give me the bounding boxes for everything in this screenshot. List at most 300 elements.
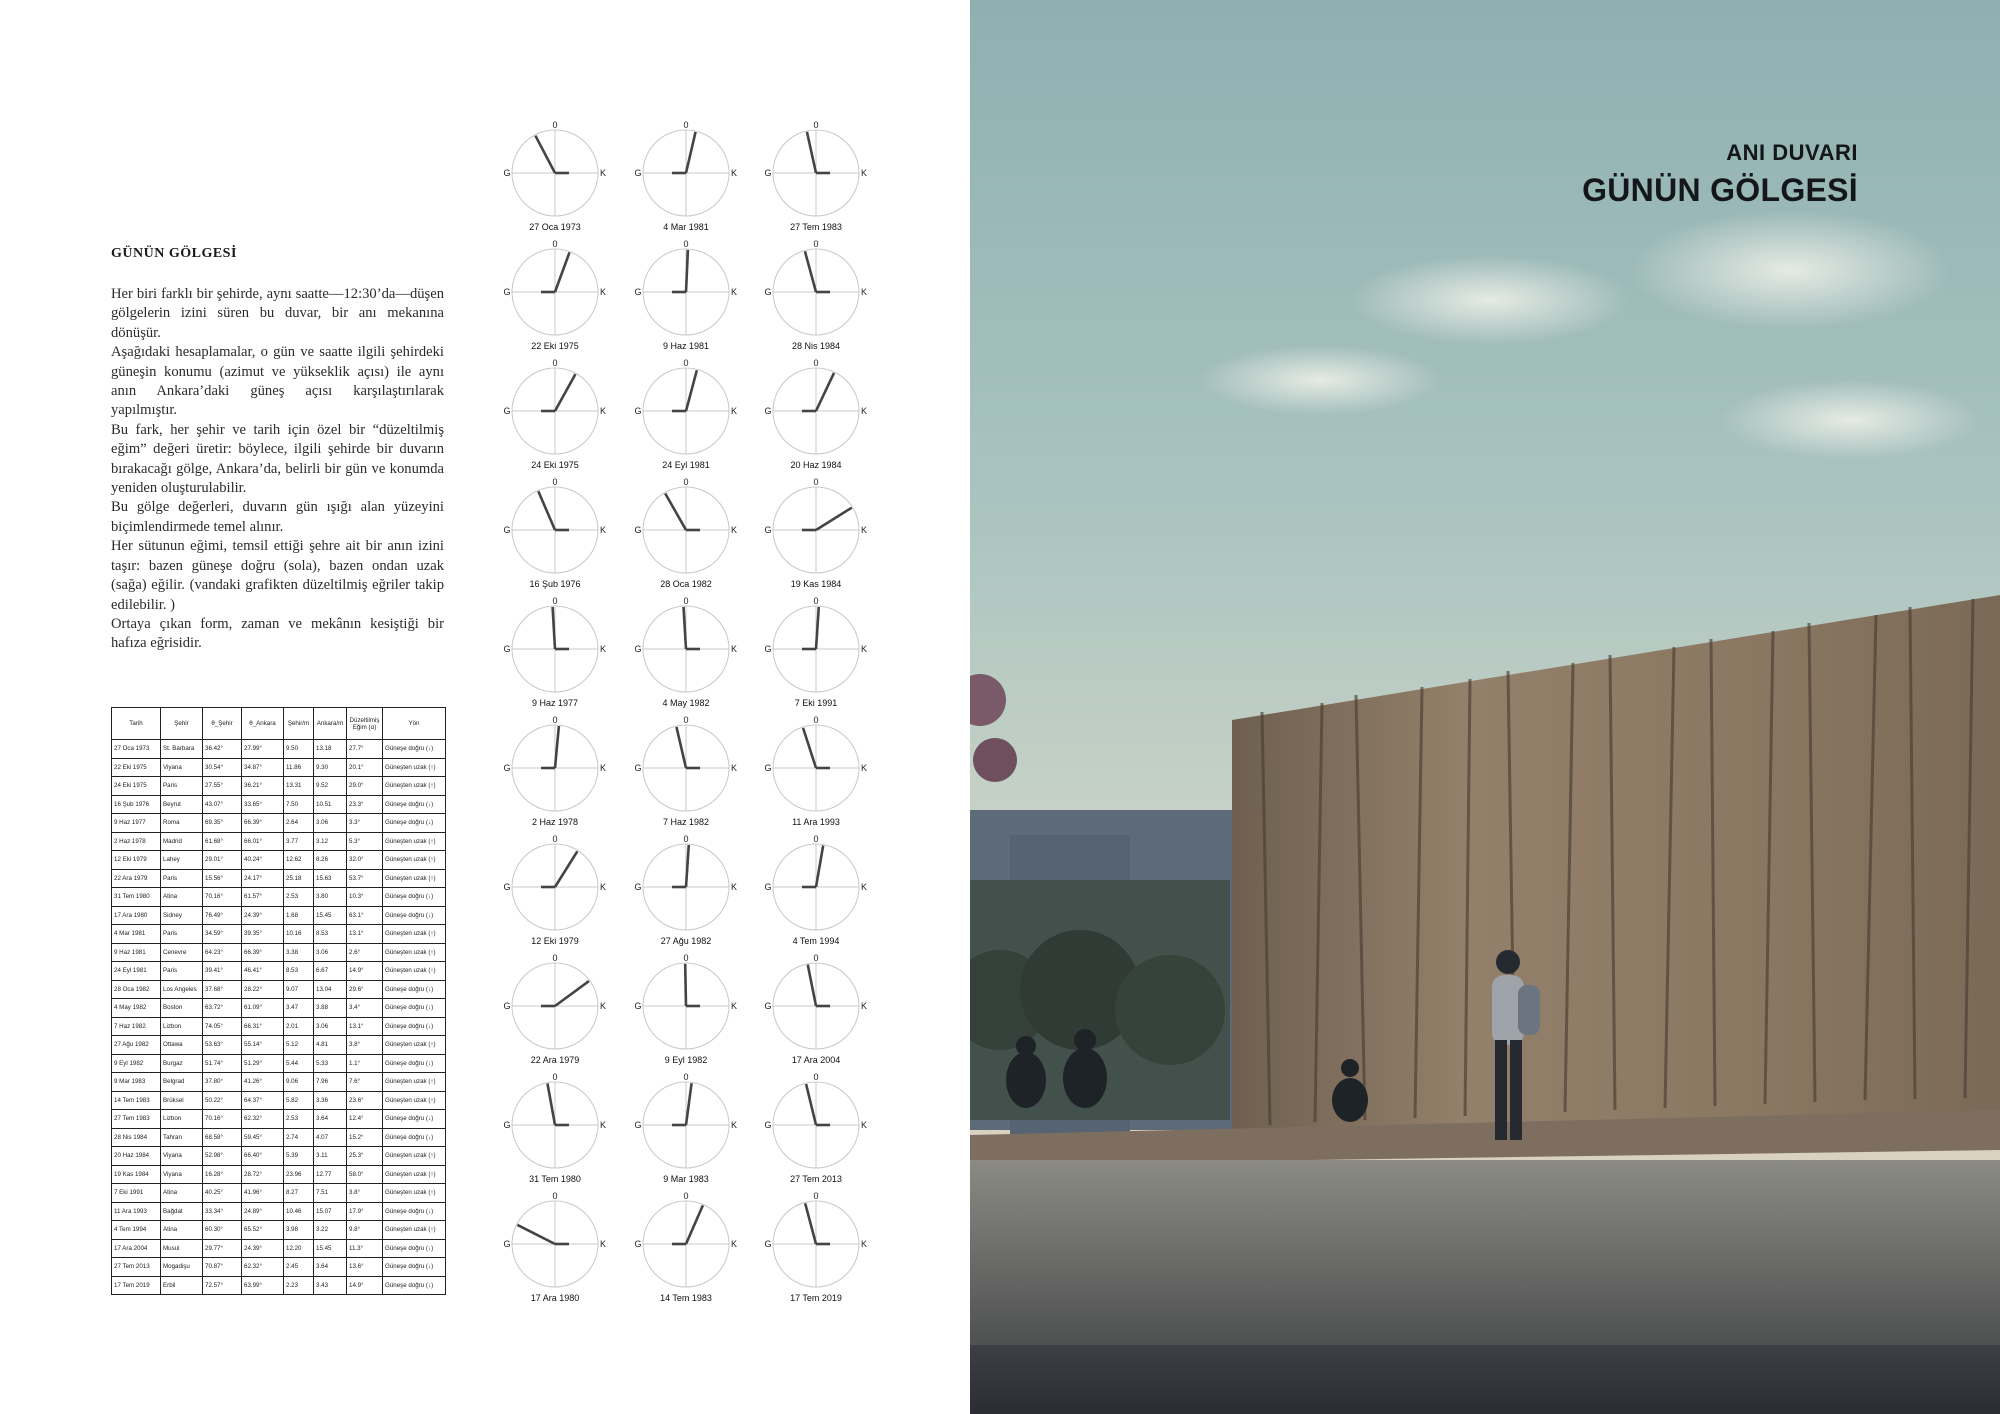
table-cell: 3.64 (314, 1258, 347, 1277)
table-cell: 64.23° (203, 943, 242, 962)
shadow-dial (634, 953, 737, 1065)
table-header-cell: Düzeltilmiş Eğim (α) (347, 708, 383, 740)
dial-date-label: 27 Tem 1983 (790, 222, 842, 232)
dial-top-label: 0 (552, 596, 558, 606)
table-cell: 5.33 (314, 1054, 347, 1073)
table-cell: Güneşten uzak (↑) (383, 1165, 446, 1184)
table-cell: Güneşe doğru (↓) (383, 1054, 446, 1073)
table-cell: 66.40° (242, 1147, 284, 1166)
dial-right-label: K (860, 1001, 868, 1011)
dial-left-label: G (764, 525, 772, 535)
dial-shadow-line (816, 373, 834, 411)
table-cell: 66.39° (242, 943, 284, 962)
shadow-dial (764, 477, 867, 589)
table-cell: 59.45° (242, 1128, 284, 1147)
table-cell: 24.39° (242, 906, 284, 925)
dial-left-label: G (503, 525, 511, 535)
table-cell: 9 Eyl 1982 (112, 1054, 161, 1073)
table-row (112, 1017, 446, 1036)
table-cell: 7.96 (314, 1073, 347, 1092)
table-cell: 50.22° (203, 1091, 242, 1110)
table-row (112, 795, 446, 814)
dial-shadow-line (555, 252, 569, 292)
table-cell: Roma (161, 814, 203, 833)
table-cell: 64.37° (242, 1091, 284, 1110)
table-cell: 3.38 (284, 943, 314, 962)
table-cell: Los Angeles (161, 980, 203, 999)
dial-date-label: 24 Eki 1975 (531, 460, 579, 470)
table-cell: 11 Ara 1993 (112, 1202, 161, 1221)
table-cell: 24 Eyl 1981 (112, 962, 161, 981)
table-cell: 68.58° (203, 1128, 242, 1147)
table-cell: 3.98 (284, 1221, 314, 1240)
table-cell: 5.82 (284, 1091, 314, 1110)
table-cell: Güneşten uzak (↑) (383, 832, 446, 851)
dial-right-label: K (599, 1001, 607, 1011)
table-cell: Güneşe doğru (↓) (383, 888, 446, 907)
table-cell: 7.6° (347, 1073, 383, 1092)
shadow-dial (764, 1072, 867, 1184)
table-cell: 8.26 (314, 851, 347, 870)
shadow-dial (503, 120, 606, 232)
dial-right-label: K (730, 525, 738, 535)
dial-date-label: 20 Haz 1984 (790, 460, 842, 470)
shadow-dial (503, 596, 606, 708)
table-row (112, 980, 446, 999)
table-cell: 2.45 (284, 1258, 314, 1277)
table-cell: 3.8° (347, 1036, 383, 1055)
table-cell: 74.05° (203, 1017, 242, 1036)
table-row (112, 888, 446, 907)
shadow-dial (764, 239, 867, 351)
shadow-dial (634, 358, 737, 470)
dial-right-label: K (860, 1239, 868, 1249)
table-cell: 13.04 (314, 980, 347, 999)
dial-shadow-line (805, 251, 816, 292)
dial-shadow-line (665, 493, 686, 530)
table-cell: Burgaz (161, 1054, 203, 1073)
table-cell: Madrid (161, 832, 203, 851)
table-cell: 3.80 (314, 888, 347, 907)
table-cell: 23.96 (284, 1165, 314, 1184)
table-header-cell: θ_Ankara (242, 708, 284, 740)
table-cell: Güneşe doğru (↓) (383, 1202, 446, 1221)
dial-top-label: 0 (683, 834, 689, 844)
table-cell: Boston (161, 999, 203, 1018)
dial-date-label: 2 Haz 1978 (531, 817, 579, 827)
table-cell: 30.54° (203, 758, 242, 777)
table-cell: Atina (161, 888, 203, 907)
dial-right-label: K (730, 1001, 738, 1011)
dial-shadow-line (676, 727, 686, 768)
table-cell: 66.01° (242, 832, 284, 851)
table-cell: 15.45 (314, 1239, 347, 1258)
table-cell: 39.35° (242, 925, 284, 944)
table-header-cell: Tarih (112, 708, 161, 740)
table-cell: 9.8° (347, 1221, 383, 1240)
table-cell: 19 Kas 1984 (112, 1165, 161, 1184)
dial-date-label: 17 Ara 2004 (791, 1055, 841, 1065)
table-row (112, 1184, 446, 1203)
table-cell: Güneşe doğru (↓) (383, 1258, 446, 1277)
table-cell: 10.46 (284, 1202, 314, 1221)
dial-top-label: 0 (813, 953, 819, 963)
table-cell: Bağdat (161, 1202, 203, 1221)
dial-top-label: 0 (813, 715, 819, 725)
table-cell: Viyana (161, 758, 203, 777)
table-cell: 3.11 (314, 1147, 347, 1166)
dial-top-label: 0 (683, 1072, 689, 1082)
table-cell: 3.77 (284, 832, 314, 851)
shadow-dial (634, 1072, 737, 1184)
table-cell: 63.72° (203, 999, 242, 1018)
shadow-dial (503, 715, 606, 827)
dial-shadow-line (517, 1225, 555, 1244)
table-cell: 9 Haz 1981 (112, 943, 161, 962)
table-row (112, 906, 446, 925)
table-cell: 29.6° (347, 980, 383, 999)
dial-top-label: 0 (813, 1072, 819, 1082)
dial-shadow-line (555, 981, 589, 1006)
table-cell: 2.53 (284, 888, 314, 907)
table-cell: 3.8° (347, 1184, 383, 1203)
shadow-dial (634, 834, 737, 946)
shadow-dials (500, 118, 900, 1308)
table-cell: 13.31 (284, 777, 314, 796)
table-row (112, 962, 446, 981)
table-cell: 51.74° (203, 1054, 242, 1073)
table-cell: 28 Oca 1982 (112, 980, 161, 999)
table-cell: Güneşten uzak (↑) (383, 1184, 446, 1203)
table-cell: 10.16 (284, 925, 314, 944)
table-cell: 16 Şub 1976 (112, 795, 161, 814)
table-cell: Sidney (161, 906, 203, 925)
table-cell: 70.16° (203, 1110, 242, 1129)
table-cell: 40.24° (242, 851, 284, 870)
dial-shadow-line (555, 851, 577, 887)
dial-top-label: 0 (813, 477, 819, 487)
table-cell: 4.81 (314, 1036, 347, 1055)
dial-date-label: 9 Haz 1981 (662, 341, 710, 351)
table-row (112, 758, 446, 777)
table-cell: 66.39° (242, 814, 284, 833)
table-row (112, 1258, 446, 1277)
dial-top-label: 0 (813, 1191, 819, 1201)
dial-left-label: G (764, 168, 772, 178)
table-cell: 22 Ara 1979 (112, 869, 161, 888)
dial-left-label: G (503, 882, 511, 892)
dial-date-label: 7 Eki 1991 (794, 698, 838, 708)
table-cell: 20.1° (347, 758, 383, 777)
table-cell: 28.72° (242, 1165, 284, 1184)
table-cell: Güneşten uzak (↑) (383, 962, 446, 981)
table-cell: Atina (161, 1221, 203, 1240)
dial-top-label: 0 (683, 239, 689, 249)
dial-left-label: G (764, 1001, 772, 1011)
dial-right-label: K (599, 168, 607, 178)
table-cell: Belgrad (161, 1073, 203, 1092)
table-cell: 4 Tem 1994 (112, 1221, 161, 1240)
table-cell: 27.99° (242, 740, 284, 759)
table-row (112, 851, 446, 870)
dial-right-label: K (730, 644, 738, 654)
dial-left-label: G (764, 763, 772, 773)
table-cell: 14.9° (347, 1276, 383, 1295)
table-cell: 9.50 (284, 740, 314, 759)
dial-right-label: K (730, 763, 738, 773)
table-row (112, 869, 446, 888)
table-cell: 5.39 (284, 1147, 314, 1166)
dial-left-label: G (503, 1120, 511, 1130)
table-cell: Güneşe doğru (↓) (383, 1110, 446, 1129)
table-cell: 27 Tem 2013 (112, 1258, 161, 1277)
dial-left-label: G (503, 763, 511, 773)
table-cell: 70.87° (203, 1258, 242, 1277)
table-cell: 12.20 (284, 1239, 314, 1258)
dial-shadow-line (807, 132, 816, 173)
dial-shadow-line (686, 1083, 692, 1125)
table-cell: 52.98° (203, 1147, 242, 1166)
table-cell: Güneşe doğru (↓) (383, 740, 446, 759)
table-header-cell: Şehir/m (284, 708, 314, 740)
dial-right-label: K (860, 1120, 868, 1130)
info-panel (0, 0, 970, 1414)
table-cell: 2.53 (284, 1110, 314, 1129)
table-cell: 60.30° (203, 1221, 242, 1240)
table-cell: 29.01° (203, 851, 242, 870)
shadow-dial (764, 953, 867, 1065)
table-cell: 9 Haz 1977 (112, 814, 161, 833)
table-cell: 29.77° (203, 1239, 242, 1258)
shadow-dial (634, 477, 737, 589)
table-cell: 3.36 (314, 1091, 347, 1110)
dial-date-label: 28 Nis 1984 (791, 341, 841, 351)
table-cell: 12.4° (347, 1110, 383, 1129)
dial-right-label: K (599, 287, 607, 297)
table-cell: 4 Mar 1981 (112, 925, 161, 944)
dial-shadow-line (686, 132, 696, 173)
table-row (112, 1073, 446, 1092)
table-cell: 66.31° (242, 1017, 284, 1036)
shadow-dial (634, 715, 737, 827)
table-cell: 12.62 (284, 851, 314, 870)
table-cell: 1.68 (284, 906, 314, 925)
table-cell: 2.6° (347, 943, 383, 962)
dial-top-label: 0 (683, 715, 689, 725)
table-cell: 29.0° (347, 777, 383, 796)
dial-left-label: G (634, 763, 642, 773)
table-row (112, 1221, 446, 1240)
table-cell: 27.7° (347, 740, 383, 759)
essay-text (111, 285, 444, 654)
dial-top-label: 0 (683, 596, 689, 606)
table-cell: 34.87° (242, 758, 284, 777)
table-cell: 32.0° (347, 851, 383, 870)
shadow-dial (634, 596, 737, 708)
dial-top-label: 0 (552, 1191, 558, 1201)
table-cell: 37.80° (203, 1073, 242, 1092)
table-cell: 11.86 (284, 758, 314, 777)
table-row (112, 943, 446, 962)
dial-right-label: K (599, 644, 607, 654)
table-cell: 5.3° (347, 832, 383, 851)
essay-paragraph: Bu gölge değerleri, duvarın gün ışığı alan yüzeyini biçimlendirmede temel alınır. (111, 499, 444, 535)
table-cell: Güneşe doğru (↓) (383, 1128, 446, 1147)
table-cell: 33.34° (203, 1202, 242, 1221)
table-cell: 1.1° (347, 1054, 383, 1073)
dial-date-label: 28 Oca 1982 (660, 579, 712, 589)
dial-left-label: G (503, 1239, 511, 1249)
dial-date-label: 4 Mar 1981 (663, 222, 709, 232)
shadow-dial (503, 477, 606, 589)
table-row (112, 925, 446, 944)
table-cell: Güneşten uzak (↑) (383, 1073, 446, 1092)
table-cell: Atina (161, 1184, 203, 1203)
table-cell: Lizbon (161, 1017, 203, 1036)
table-cell: 76.49° (203, 906, 242, 925)
table-cell: Beyrut (161, 795, 203, 814)
table-cell: 53.7° (347, 869, 383, 888)
table-row (112, 1128, 446, 1147)
dial-left-label: G (503, 168, 511, 178)
table-cell: 53.63° (203, 1036, 242, 1055)
dial-top-label: 0 (813, 596, 819, 606)
table-cell: 15.07 (314, 1202, 347, 1221)
table-cell: St. Barbara (161, 740, 203, 759)
dial-date-label: 27 Oca 1973 (529, 222, 581, 232)
table-cell: 25.3° (347, 1147, 383, 1166)
table-cell: 24.89° (242, 1202, 284, 1221)
table-cell: Erbil (161, 1276, 203, 1295)
table-cell: Güneşe doğru (↓) (383, 999, 446, 1018)
essay-paragraph: Her sütunun eğimi, temsil ettiği şehre ait bir anın izini taşır: bazen güneşe doğru (sola), bazen ondan uzak (sağa) eğilir. (vandaki grafikten düzeltilmiş eğriler takip edilebilir. ) (111, 538, 444, 613)
dial-right-label: K (599, 525, 607, 535)
dial-top-label: 0 (683, 120, 689, 130)
table-cell: 15.2° (347, 1128, 383, 1147)
table-cell: 27 Ağu 1982 (112, 1036, 161, 1055)
dial-right-label: K (730, 1239, 738, 1249)
table-cell: Güneşten uzak (↑) (383, 869, 446, 888)
table-row (112, 1036, 446, 1055)
table-cell: 9.06 (284, 1073, 314, 1092)
table-cell: 2.23 (284, 1276, 314, 1295)
dial-top-label: 0 (552, 358, 558, 368)
table-cell: 72.57° (203, 1276, 242, 1295)
table-cell: 12.77 (314, 1165, 347, 1184)
dial-left-label: G (503, 287, 511, 297)
dial-date-label: 9 Haz 1977 (531, 698, 579, 708)
dial-top-label: 0 (552, 834, 558, 844)
table-cell: 15.63 (314, 869, 347, 888)
dial-right-label: K (860, 644, 868, 654)
shadow-dial (764, 358, 867, 470)
table-cell: Paris (161, 962, 203, 981)
essay-paragraph: Ortaya çıkan form, zaman ve mekânın kesiştiği bir hafıza eğrisidir. (111, 615, 444, 652)
table-header-cell: Şehir (161, 708, 203, 740)
table-cell: 27.55° (203, 777, 242, 796)
table-header-cell: Yön (383, 708, 446, 740)
dial-top-label: 0 (552, 953, 558, 963)
table-cell: 13.6° (347, 1258, 383, 1277)
table-cell: 14.9° (347, 962, 383, 981)
dial-shadow-line (547, 1084, 555, 1125)
table-cell: 17 Tem 2019 (112, 1276, 161, 1295)
dial-right-label: K (599, 406, 607, 416)
shadow-dial (503, 239, 606, 351)
table-row (112, 777, 446, 796)
table-cell: Tahran (161, 1128, 203, 1147)
dial-top-label: 0 (552, 715, 558, 725)
dial-left-label: G (634, 1120, 642, 1130)
table-cell: 5.44 (284, 1054, 314, 1073)
table-cell: 8.53 (284, 962, 314, 981)
table-row (112, 1202, 446, 1221)
table-cell: 5.12 (284, 1036, 314, 1055)
dial-date-label: 27 Tem 2013 (790, 1174, 842, 1184)
page-heading (1582, 140, 1858, 209)
table-cell: 23.3° (347, 795, 383, 814)
table-cell: 61.68° (203, 832, 242, 851)
table-cell: 24 Eki 1975 (112, 777, 161, 796)
shadow-dial (634, 1191, 737, 1303)
dial-top-label: 0 (813, 120, 819, 130)
table-cell: Güneşten uzak (↑) (383, 777, 446, 796)
dial-right-label: K (599, 1120, 607, 1130)
table-cell: 43.07° (203, 795, 242, 814)
table-cell: Paris (161, 869, 203, 888)
table-cell: Güneşten uzak (↑) (383, 1091, 446, 1110)
table-cell: 4.07 (314, 1128, 347, 1147)
table-cell: 41.26° (242, 1073, 284, 1092)
table-cell: 3.06 (314, 943, 347, 962)
table-cell: 22 Eki 1975 (112, 758, 161, 777)
table-cell: 58.0° (347, 1165, 383, 1184)
table-cell: 61.09° (242, 999, 284, 1018)
dial-shadow-line (555, 374, 575, 411)
table-cell: Güneşten uzak (↑) (383, 1147, 446, 1166)
shadow-dial (503, 834, 606, 946)
dial-right-label: K (730, 168, 738, 178)
dial-right-label: K (599, 882, 607, 892)
table-cell: 20 Haz 1984 (112, 1147, 161, 1166)
table-cell: 7 Haz 1982 (112, 1017, 161, 1036)
dial-date-label: 14 Tem 1983 (660, 1293, 712, 1303)
dial-left-label: G (634, 1001, 642, 1011)
table-cell: Viyana (161, 1165, 203, 1184)
dial-shadow-line (803, 728, 816, 768)
table-row (112, 1239, 446, 1258)
dial-left-label: G (634, 1239, 642, 1249)
table-row (112, 1110, 446, 1129)
table-cell: Ottawa (161, 1036, 203, 1055)
table-cell: 23.6° (347, 1091, 383, 1110)
table-cell: Güneşe doğru (↓) (383, 814, 446, 833)
table-cell: 7 Eki 1991 (112, 1184, 161, 1203)
dial-right-label: K (730, 287, 738, 297)
table-cell: 9.52 (314, 777, 347, 796)
table-cell: 34.59° (203, 925, 242, 944)
table-cell: 24.39° (242, 1239, 284, 1258)
dial-right-label: K (730, 1120, 738, 1130)
table-cell: Güneşten uzak (↑) (383, 1036, 446, 1055)
table-cell: 3.22 (314, 1221, 347, 1240)
table-cell: 41.96° (242, 1184, 284, 1203)
table-cell: 37.68° (203, 980, 242, 999)
dial-date-label: 31 Tem 1980 (529, 1174, 581, 1184)
table-cell: Güneşten uzak (↑) (383, 1221, 446, 1240)
dial-shadow-line (686, 1205, 703, 1244)
dial-right-label: K (599, 763, 607, 773)
